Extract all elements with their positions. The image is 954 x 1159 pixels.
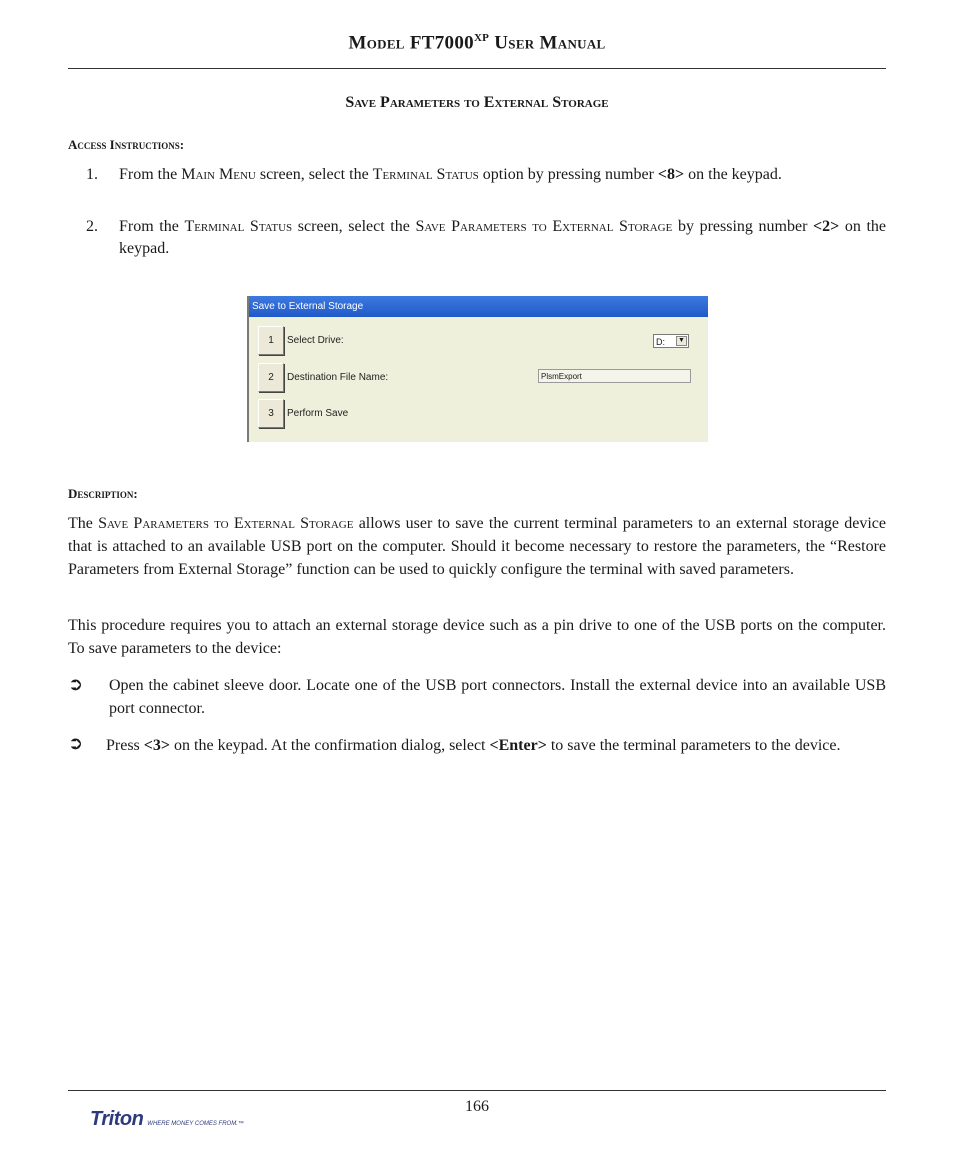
triton-logo [90, 1108, 244, 1131]
arrow-bullet-icon: ➲ [68, 674, 84, 695]
save-storage-dialog [247, 296, 708, 442]
perform-save-label: Perform Save [287, 408, 349, 419]
access-heading: Access Instructions: [68, 137, 185, 152]
menu-name: Terminal Status [184, 218, 293, 235]
page-number: 166 [465, 1098, 489, 1115]
step-number: 2. [86, 218, 98, 235]
destination-file-button[interactable]: 2 [258, 363, 284, 392]
step-text: From the [119, 218, 185, 235]
header-model: Model [348, 32, 405, 54]
key-code: <2> [813, 218, 840, 235]
drive-select[interactable] [653, 334, 689, 348]
bullet-text: Open the cabinet sleeve door. Locate one of the USB port connectors. Install the external device into an available USB port connector. [109, 677, 886, 717]
bullet-text: on the keypad. At the confirmation dialog, select [170, 737, 490, 754]
destination-file-input[interactable]: PlsmExport [538, 369, 691, 383]
step-text: From the [119, 166, 182, 183]
bullet-text: to save the terminal parameters to the device. [546, 737, 841, 754]
page-header [0, 32, 954, 54]
step-text: by pressing number [672, 218, 813, 235]
step-text: screen, select the [292, 218, 416, 235]
step-text: screen, select the [255, 166, 373, 183]
key-code: <3> [143, 737, 171, 754]
drive-value: D: [656, 337, 665, 347]
menu-name: Main Menu [181, 166, 256, 183]
description-paragraph-1 [68, 512, 886, 581]
key-code: <Enter> [489, 737, 547, 754]
logo-mark: Triton [90, 1108, 144, 1130]
chevron-down-icon[interactable]: ▼ [676, 336, 687, 346]
arrow-bullet-icon: ➲ [68, 733, 84, 754]
footer-rule [68, 1090, 886, 1091]
step-number: 1. [86, 166, 98, 183]
logo-tagline: WHERE MONEY COMES FROM.™ [147, 1121, 244, 1127]
header-manual: User Manual [494, 32, 606, 54]
paragraph-text: The [68, 515, 99, 532]
description-heading: Description: [68, 486, 138, 501]
step-text: option by pressing number [478, 166, 658, 183]
destination-file-label: Destination File Name: [287, 372, 389, 383]
section-title: Save Parameters to External Storage [345, 94, 609, 111]
menu-name: Save Parameters to External Storage [415, 218, 673, 235]
menu-name: Terminal Status [372, 166, 479, 183]
header-model-name: FT7000 [409, 32, 474, 54]
description-paragraph-2: This procedure requires you to attach an external storage device such as a pin drive to one of the USB ports on the computer. To save parameters to the device: [68, 617, 886, 657]
step-2 [0, 216, 954, 266]
step-text: on the keypad. [119, 218, 886, 257]
perform-save-button[interactable]: 3 [258, 399, 284, 428]
header-model-sup: XP [473, 32, 490, 44]
dialog-title: Save to External Storage [249, 296, 708, 317]
function-name: Save Parameters to External Storage [98, 515, 354, 532]
key-code: <8> [657, 166, 685, 183]
select-drive-button[interactable]: 1 [258, 326, 284, 355]
header-rule [68, 68, 886, 69]
select-drive-label: Select Drive: [287, 335, 344, 346]
bullet-item-2 [0, 733, 954, 781]
step-text: on the keypad. [684, 166, 782, 183]
bullet-item-1 [0, 674, 954, 722]
paragraph-text: allows user to save the current terminal parameters to an external storage device that is attached to an available USB port on the computer. Should it become necessary to restore the parameters, the “Restore Parameters from External Storage” function can be used to quickly configure the terminal with saved parameters. [68, 515, 887, 578]
bullet-text: Press [106, 737, 144, 754]
step-1 [0, 164, 954, 214]
